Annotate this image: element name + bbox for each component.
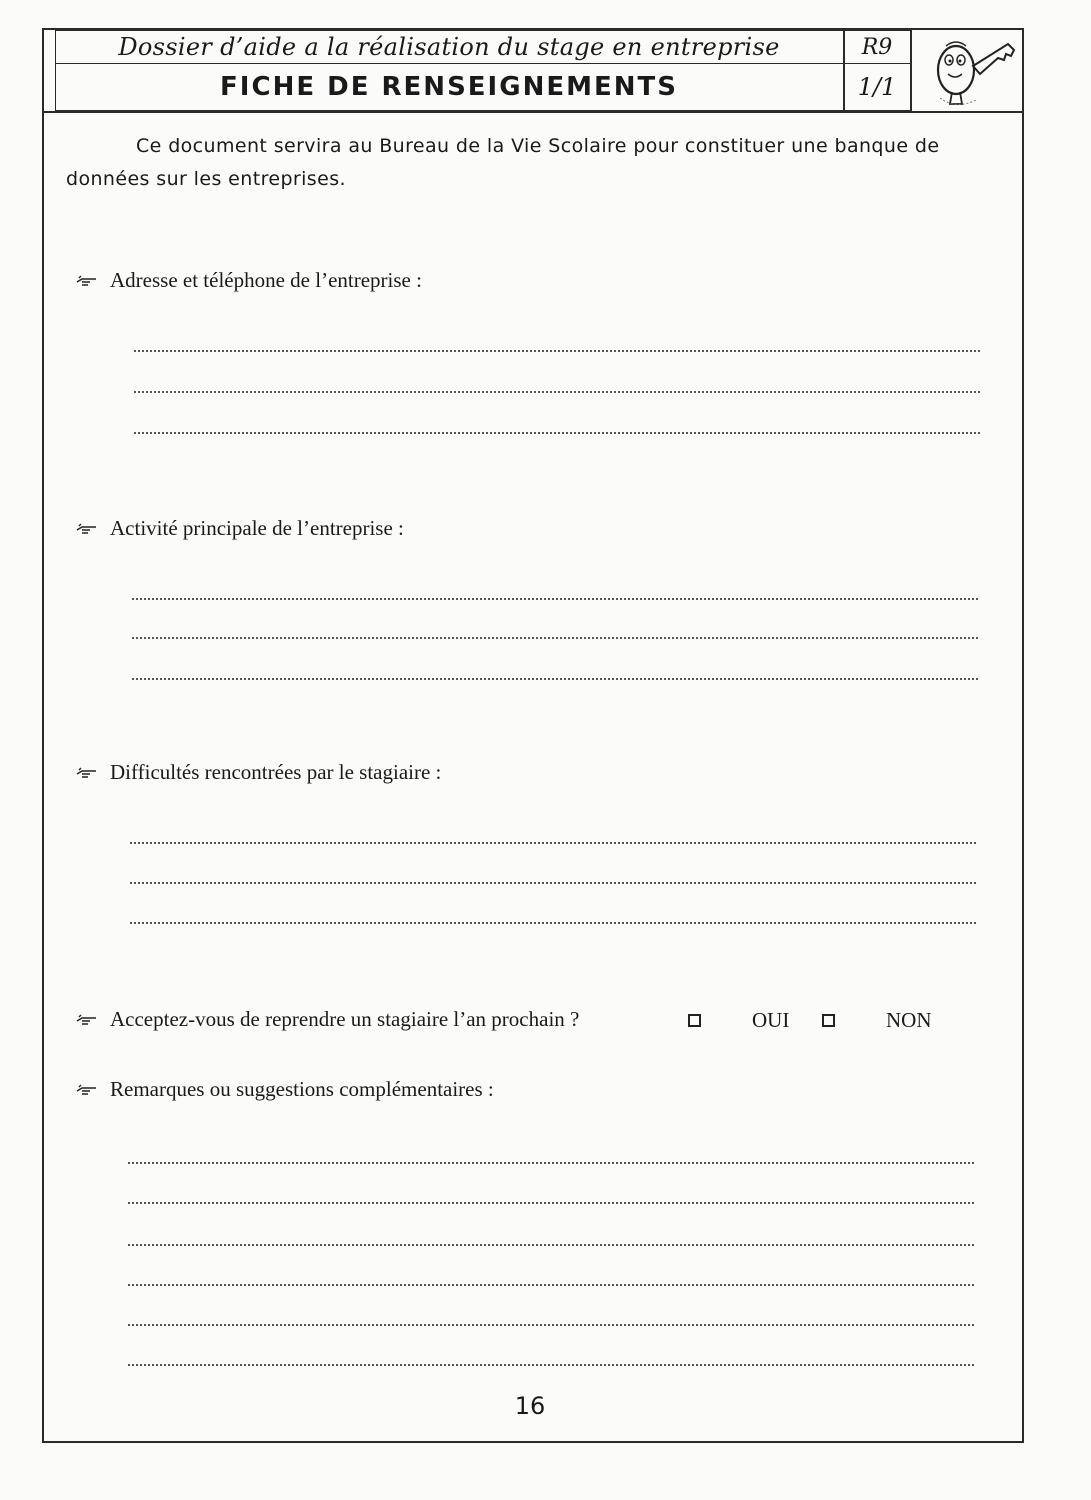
- question-activity: [76, 516, 404, 541]
- pointing-hand-icon: [76, 522, 98, 536]
- page-title: FICHE DE RENSEIGNEMENTS: [220, 72, 678, 102]
- no-checkbox[interactable]: [822, 1014, 835, 1027]
- address-line-2[interactable]: [134, 391, 980, 393]
- page-frame: [42, 28, 1024, 1443]
- question-activity-label: Activité principale de l’entreprise :: [110, 516, 404, 540]
- yes-checkbox[interactable]: [688, 1014, 701, 1027]
- difficulties-line-1[interactable]: [130, 842, 976, 844]
- document-subtitle: Dossier d’aide a la réalisation du stage en entreprise: [118, 33, 780, 61]
- question-remarks-label: Remarques ou suggestions complémentaires :: [110, 1077, 494, 1101]
- pointing-hand-icon: [76, 766, 98, 780]
- question-accept-label: Acceptez-vous de reprendre un stagiaire l’an prochain ?: [110, 1007, 580, 1031]
- sheet-pages: 1/1: [857, 73, 897, 101]
- pointing-hand-icon: [76, 1013, 98, 1027]
- intro-text: Ce document servira au Bureau de la Vie Scolaire pour constituer une banque de données sur les entreprises.: [66, 135, 940, 190]
- pointing-hand-icon: [76, 274, 98, 288]
- header-bottom-rule: [42, 111, 1024, 113]
- pointing-hand-icon: [76, 1083, 98, 1097]
- question-address: [76, 268, 422, 293]
- question-difficulties: [76, 760, 441, 785]
- address-line-1[interactable]: [134, 350, 980, 352]
- difficulties-line-3[interactable]: [130, 922, 976, 924]
- activity-line-2[interactable]: [132, 637, 978, 639]
- remarks-line-5[interactable]: [128, 1324, 974, 1326]
- remarks-line-4[interactable]: [128, 1284, 974, 1286]
- remarks-line-1[interactable]: [128, 1162, 974, 1164]
- difficulties-line-2[interactable]: [130, 882, 976, 884]
- activity-line-1[interactable]: [132, 598, 978, 600]
- key-character-logo: [918, 36, 1018, 110]
- yes-label: OUI: [752, 1008, 790, 1032]
- question-accept: [76, 1007, 579, 1032]
- page-number: 16: [514, 1392, 546, 1420]
- remarks-line-2[interactable]: [128, 1202, 974, 1204]
- remarks-line-6[interactable]: [128, 1364, 974, 1366]
- remarks-line-3[interactable]: [128, 1244, 974, 1246]
- question-difficulties-label: Difficultés rencontrées par le stagiaire :: [110, 760, 442, 784]
- no-label: NON: [886, 1008, 932, 1032]
- sheet-code: R9: [861, 34, 893, 60]
- address-line-3[interactable]: [134, 432, 980, 434]
- question-address-label: Adresse et téléphone de l’entreprise :: [110, 268, 422, 292]
- activity-line-3[interactable]: [132, 678, 978, 680]
- question-remarks: [76, 1077, 494, 1102]
